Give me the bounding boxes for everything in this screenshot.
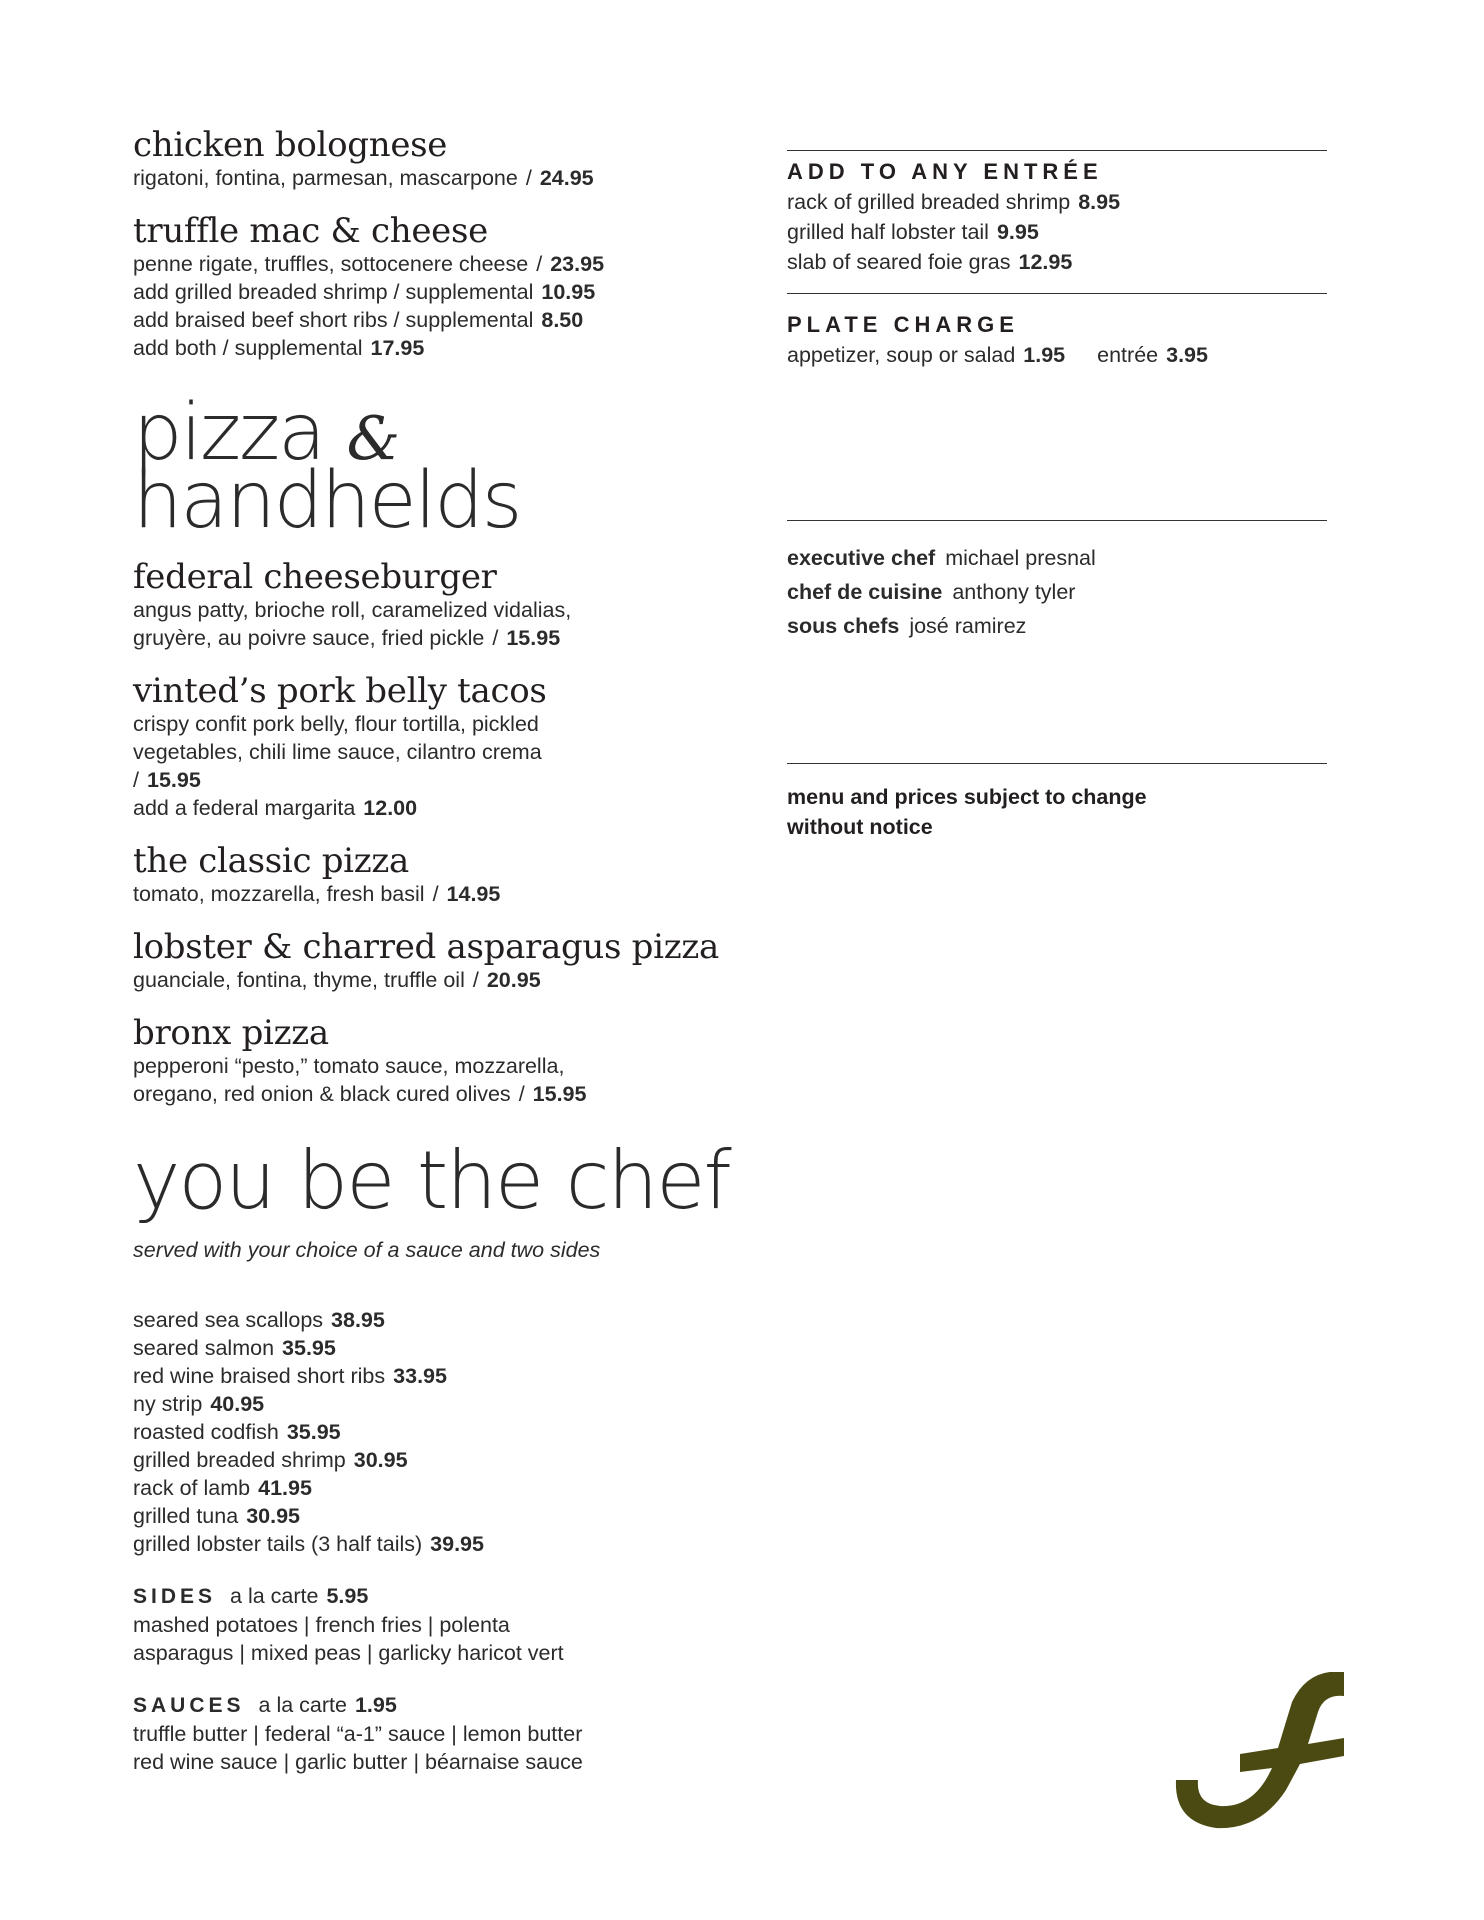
divider <box>787 293 1327 294</box>
pasta-section <box>133 126 733 362</box>
price: 10.95 <box>541 280 596 304</box>
add-on-name: slab of seared foie gras <box>787 250 1011 274</box>
handhelds-title-word: handhelds <box>133 456 521 546</box>
price: 24.95 <box>539 166 594 190</box>
sides-sub: a la carte <box>230 1584 319 1608</box>
description-text: vegetables, chili lime sauce, cilantro crema <box>133 740 542 764</box>
price: 41.95 <box>258 1476 312 1500</box>
sides-block <box>133 1582 733 1667</box>
add-on-item <box>787 217 1327 247</box>
plate-appetizer-text: appetizer, soup or salad <box>787 343 1016 367</box>
dish-description <box>133 1052 733 1080</box>
protein-name: ny strip <box>133 1392 203 1416</box>
staff-role: sous chefs <box>787 614 900 638</box>
menu-item <box>133 842 733 908</box>
price: 20.95 <box>486 968 541 992</box>
staff-name: michael presnal <box>945 546 1096 570</box>
price: 35.95 <box>282 1336 336 1360</box>
price: 15.95 <box>506 626 561 650</box>
description-text: angus patty, brioche roll, caramelized vidalias, <box>133 598 572 622</box>
dish-name: chicken bolognese <box>133 125 448 165</box>
sides-label: SIDES <box>133 1585 217 1608</box>
menu-item <box>133 1014 733 1108</box>
price: 40.95 <box>210 1392 265 1416</box>
sauces-label: SAUCES <box>133 1694 245 1717</box>
description-text: oregano, red onion & black cured olives <box>133 1082 511 1106</box>
add-on-item <box>787 247 1327 277</box>
staff-list <box>787 541 1327 643</box>
dish-description <box>133 738 733 766</box>
description-text: gruyère, au poivre sauce, fried pickle <box>133 626 485 650</box>
divider <box>787 150 1327 151</box>
price-separator: / <box>133 768 139 792</box>
pizza-handhelds-title <box>133 388 733 546</box>
staff-entry <box>787 609 1327 643</box>
protein-item <box>133 1530 733 1558</box>
plate-charge-line <box>787 340 1327 370</box>
protein-item <box>133 1390 733 1418</box>
plate-appetizer-price: 1.95 <box>1023 343 1066 367</box>
dish-description <box>133 334 733 362</box>
description-text: add braised beef short ribs / supplemental <box>133 308 534 332</box>
protein-name: red wine braised short ribs <box>133 1364 386 1388</box>
dish-description <box>133 1080 733 1108</box>
federal-f-logo-icon <box>1168 1672 1358 1832</box>
price: 14.95 <box>446 882 501 906</box>
dish-description <box>133 794 733 822</box>
dish-name: bronx pizza <box>133 1013 329 1053</box>
menu-item <box>133 212 733 362</box>
dish-description <box>133 306 733 334</box>
price-separator: / <box>536 252 543 276</box>
staff-role: executive chef <box>787 546 936 570</box>
staff-name: josé ramirez <box>909 614 1027 638</box>
description-text: tomato, mozzarella, fresh basil <box>133 882 425 906</box>
sides-line-2: asparagus | mixed peas | garlicky haricot vert <box>133 1641 564 1665</box>
description-text: guanciale, fontina, thyme, truffle oil <box>133 968 465 992</box>
description-text: pepperoni “pesto,” tomato sauce, mozzarella, <box>133 1054 565 1078</box>
menu-item <box>133 126 733 192</box>
pizza-title-word: pizza <box>133 388 324 478</box>
price: 30.95 <box>353 1448 408 1472</box>
handhelds-section <box>133 558 733 1108</box>
protein-name: seared salmon <box>133 1336 275 1360</box>
dish-description <box>133 766 733 794</box>
price-separator: / <box>492 626 499 650</box>
menu-item <box>133 558 733 652</box>
protein-item <box>133 1334 733 1362</box>
protein-item <box>133 1306 733 1334</box>
pizza-title-amp: & <box>346 404 401 474</box>
dish-description <box>133 624 733 652</box>
protein-name: roasted codfish <box>133 1420 279 1444</box>
price: 9.95 <box>996 220 1039 244</box>
price: 15.95 <box>532 1082 587 1106</box>
dish-name: lobster & charred asparagus pizza <box>133 927 719 967</box>
sauces-sub: a la carte <box>258 1693 347 1717</box>
price: 15.95 <box>146 768 201 792</box>
price: 12.95 <box>1018 250 1073 274</box>
price: 17.95 <box>370 336 425 360</box>
dish-description <box>133 880 733 908</box>
price: 33.95 <box>393 1364 447 1388</box>
notice <box>787 782 1327 842</box>
add-on-name: grilled half lobster tail <box>787 220 989 244</box>
plate-charge-title: PLATE CHARGE <box>787 312 1019 337</box>
right-column <box>787 150 1327 842</box>
dish-description <box>133 710 733 738</box>
dish-name: federal cheeseburger <box>133 557 497 597</box>
protein-item <box>133 1502 733 1530</box>
price: 8.95 <box>1078 190 1121 214</box>
description-text: rigatoni, fontina, parmesan, mascarpone <box>133 166 518 190</box>
divider <box>787 520 1327 521</box>
dish-description <box>133 278 733 306</box>
dish-description <box>133 966 733 994</box>
description-text: penne rigate, truffles, sottocenere cheese <box>133 252 529 276</box>
chef-note: served with your choice of a sauce and two sides <box>133 1238 601 1262</box>
menu-item <box>133 672 733 822</box>
price: 38.95 <box>331 1308 385 1332</box>
staff-entry <box>787 575 1327 609</box>
price: 35.95 <box>286 1420 341 1444</box>
sides-price: 5.95 <box>326 1584 369 1608</box>
protein-item <box>133 1362 733 1390</box>
add-to-entree-title: ADD TO ANY ENTRÉE <box>787 159 1103 184</box>
notice-line-1: menu and prices subject to change <box>787 785 1147 809</box>
dish-description <box>133 596 733 624</box>
staff-role: chef de cuisine <box>787 580 943 604</box>
dish-description <box>133 250 733 278</box>
sauces-line-1: truffle butter | federal “a-1” sauce | lemon butter <box>133 1722 583 1746</box>
protein-item <box>133 1474 733 1502</box>
description-text: crispy confit pork belly, flour tortilla, pickled <box>133 712 539 736</box>
plate-entree-text: entrée <box>1097 343 1159 367</box>
description-text: add grilled breaded shrimp / supplemental <box>133 280 534 304</box>
dish-name: the classic pizza <box>133 841 409 881</box>
description-text: add a federal margarita <box>133 796 356 820</box>
price: 23.95 <box>550 252 605 276</box>
price: 12.00 <box>363 796 418 820</box>
sauces-price: 1.95 <box>354 1693 397 1717</box>
dish-name: truffle mac & cheese <box>133 211 488 251</box>
price-separator: / <box>432 882 439 906</box>
add-to-entree-list <box>787 187 1327 277</box>
sauces-line-2: red wine sauce | garlic butter | béarnaise sauce <box>133 1750 583 1774</box>
dish-description <box>133 164 733 192</box>
protein-item <box>133 1418 733 1446</box>
price: 8.50 <box>541 308 584 332</box>
price-separator: / <box>472 968 479 992</box>
price: 39.95 <box>430 1532 484 1556</box>
price-separator: / <box>518 1082 525 1106</box>
you-be-the-chef-title: you be the chef <box>133 1134 730 1227</box>
divider <box>787 763 1327 764</box>
plate-entree-price: 3.95 <box>1166 343 1208 367</box>
staff-name: anthony tyler <box>952 580 1076 604</box>
staff-entry <box>787 541 1327 575</box>
protein-name: grilled lobster tails (3 half tails) <box>133 1532 423 1556</box>
protein-name: rack of lamb <box>133 1476 251 1500</box>
protein-name: seared sea scallops <box>133 1308 324 1332</box>
add-on-name: rack of grilled breaded shrimp <box>787 190 1071 214</box>
notice-line-2: without notice <box>787 815 933 839</box>
price: 30.95 <box>246 1504 300 1528</box>
description-text: add both / supplemental <box>133 336 363 360</box>
dish-name: vinted’s pork belly tacos <box>133 671 547 711</box>
sauces-block <box>133 1691 733 1776</box>
left-column <box>133 126 733 1776</box>
price-separator: / <box>525 166 532 190</box>
sides-line-1: mashed potatoes | french fries | polenta <box>133 1613 510 1637</box>
protein-name: grilled tuna <box>133 1504 239 1528</box>
add-on-item <box>787 187 1327 217</box>
protein-name: grilled breaded shrimp <box>133 1448 346 1472</box>
protein-item <box>133 1446 733 1474</box>
protein-list <box>133 1306 733 1558</box>
menu-item <box>133 928 733 994</box>
